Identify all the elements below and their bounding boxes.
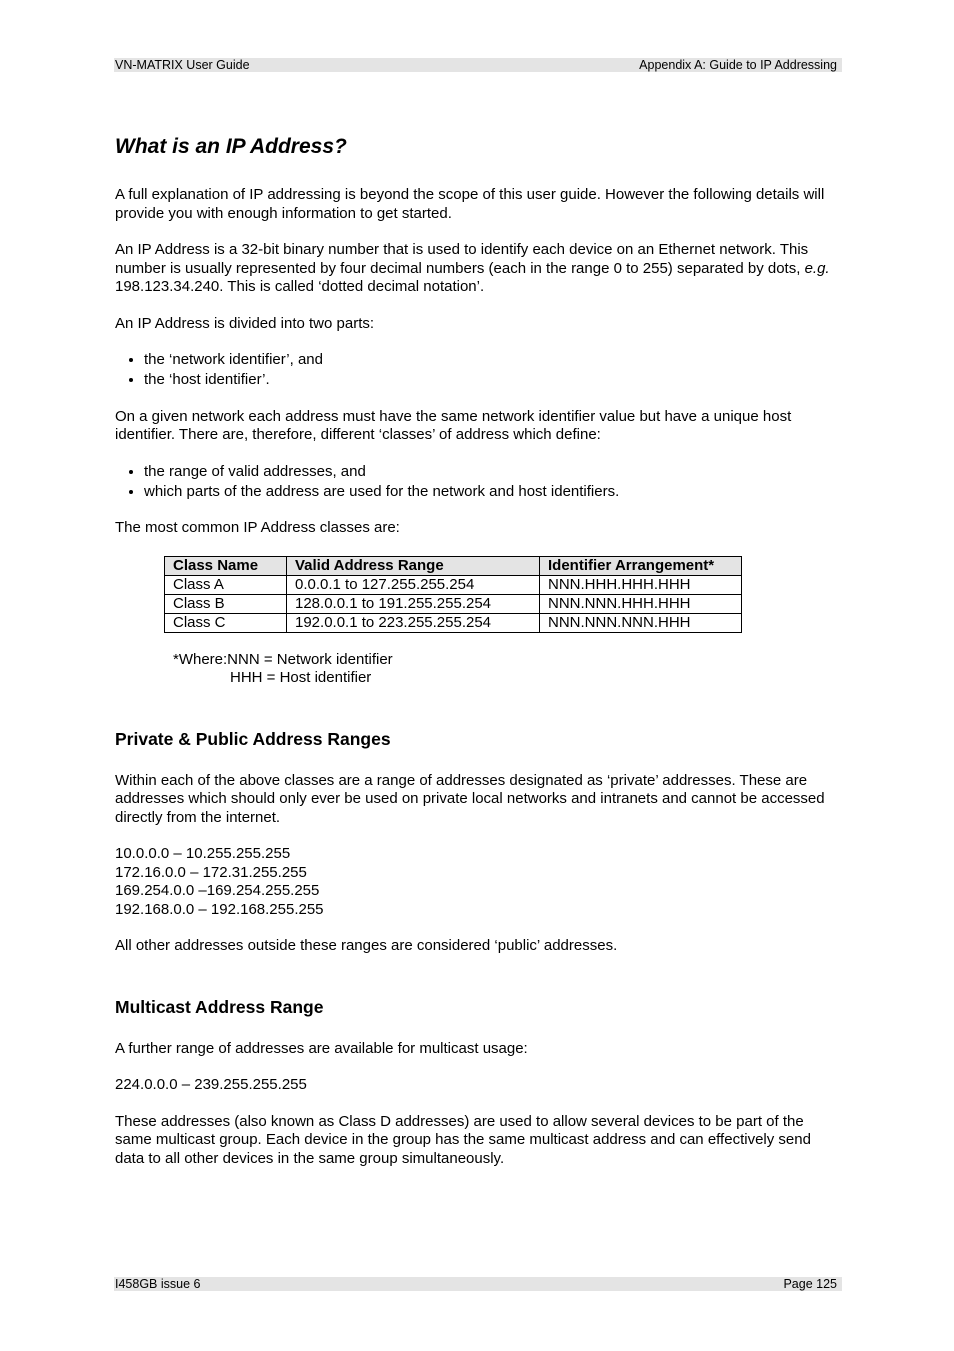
classes-define-list	[115, 463, 841, 502]
eg-emphasis: e.g.	[804, 259, 830, 277]
intro-paragraph-2-text-a: An IP Address is a 32-bit binary number that is used to identify each device on an Ethernet network. This number is usually represented by four decimal numbers (each in the range 0 to 255) separated by dots,	[115, 241, 809, 277]
intro-paragraph-5: The most common IP Address classes are:	[115, 519, 400, 536]
column-header: Identifier Arrangement*	[540, 556, 742, 575]
column-header: Valid Address Range	[287, 556, 540, 575]
list-item: • the ‘network identifier’, and	[144, 351, 841, 370]
footnote-line-2: HHH = Host identifier	[230, 669, 372, 686]
intro-paragraph-2-text-b: 198.123.34.240. This is called ‘dotted decimal notation’.	[115, 278, 485, 295]
footer-page-number: Page 125	[783, 1277, 837, 1291]
list-item: • the ‘host identifier’.	[144, 371, 841, 390]
private-paragraph-1: Within each of the above classes are a range of addresses designated as ‘private’ addresses. These are addresses which should only ever be used on private local networks and intranets and cannot be accessed directly from the internet.	[115, 771, 825, 826]
intro-paragraph-1: A full explanation of IP addressing is beyond the scope of this user guide. However the following details will provide you with enough information to get started.	[115, 186, 825, 222]
multicast-paragraph-1: A further range of addresses are available for multicast usage:	[115, 1039, 528, 1057]
private-paragraph-2: All other addresses outside these ranges are considered ‘public’ addresses.	[115, 937, 618, 954]
multicast-range: 224.0.0.0 – 239.255.255.255	[115, 1076, 307, 1093]
header-doc-title: VN-MATRIX User Guide	[115, 58, 250, 72]
multicast-paragraph-2: These addresses (also known as Class D addresses) are used to allow several devices to be part of the same multicast group. Each device in the group has the same multicast address and can effectively send data to all other devices in the same group simultaneously.	[115, 1112, 811, 1167]
private-ranges	[115, 845, 841, 919]
intro-paragraph-3: An IP Address is divided into two parts:	[115, 314, 375, 332]
table-cell: 192.0.0.1 to 223.255.255.254	[287, 613, 540, 632]
footer-doc-id: I458GB issue 6	[115, 1277, 201, 1291]
range-item: 192.168.0.0 – 192.168.255.255	[115, 900, 324, 918]
list-item: • which parts of the address are used for the network and host identifiers.	[144, 483, 841, 502]
table-cell: NNN.NNN.NNN.HHH	[540, 613, 742, 632]
table-cell: NNN.HHH.HHH.HHH	[540, 575, 742, 594]
range-item: 172.16.0.0 – 172.31.255.255	[115, 863, 307, 881]
table-row	[165, 594, 742, 613]
list-item: • the range of valid addresses, and	[144, 463, 841, 482]
table-cell: Class C	[165, 613, 287, 632]
table-cell: Class A	[165, 575, 287, 594]
intro-paragraph-4: On a given network each address must have the same network identifier value but have a unique host identifier. There are, therefore, different ‘classes’ of address which define:	[115, 407, 792, 443]
table-row	[165, 575, 742, 594]
page-content	[115, 132, 841, 1186]
column-header: Class Name	[165, 556, 287, 575]
page-title: What is an IP Address?	[115, 135, 347, 158]
table-cell: 0.0.0.1 to 127.255.255.254	[287, 575, 540, 594]
footnote-line-1: *Where:NNN = Network identifier	[173, 650, 393, 668]
range-item: 169.254.0.0 –169.254.255.255	[115, 882, 320, 899]
table-footnote	[173, 651, 841, 688]
private-public-heading: Private & Public Address Ranges	[115, 728, 391, 749]
intro-paragraph-2	[115, 241, 841, 297]
ip-classes-table	[164, 556, 742, 633]
parts-list	[115, 351, 841, 390]
header-section-title: Appendix A: Guide to IP Addressing	[639, 58, 837, 72]
range-item: 10.0.0.0 – 10.255.255.255	[115, 845, 291, 862]
table-cell: NNN.NNN.HHH.HHH	[540, 594, 742, 613]
multicast-heading: Multicast Address Range	[115, 996, 324, 1017]
page-header	[114, 58, 842, 72]
table-cell: Class B	[165, 594, 287, 613]
page-footer	[114, 1277, 842, 1291]
table-cell: 128.0.0.1 to 191.255.255.254	[287, 594, 540, 613]
table-header-row	[165, 556, 742, 575]
table-row	[165, 613, 742, 632]
